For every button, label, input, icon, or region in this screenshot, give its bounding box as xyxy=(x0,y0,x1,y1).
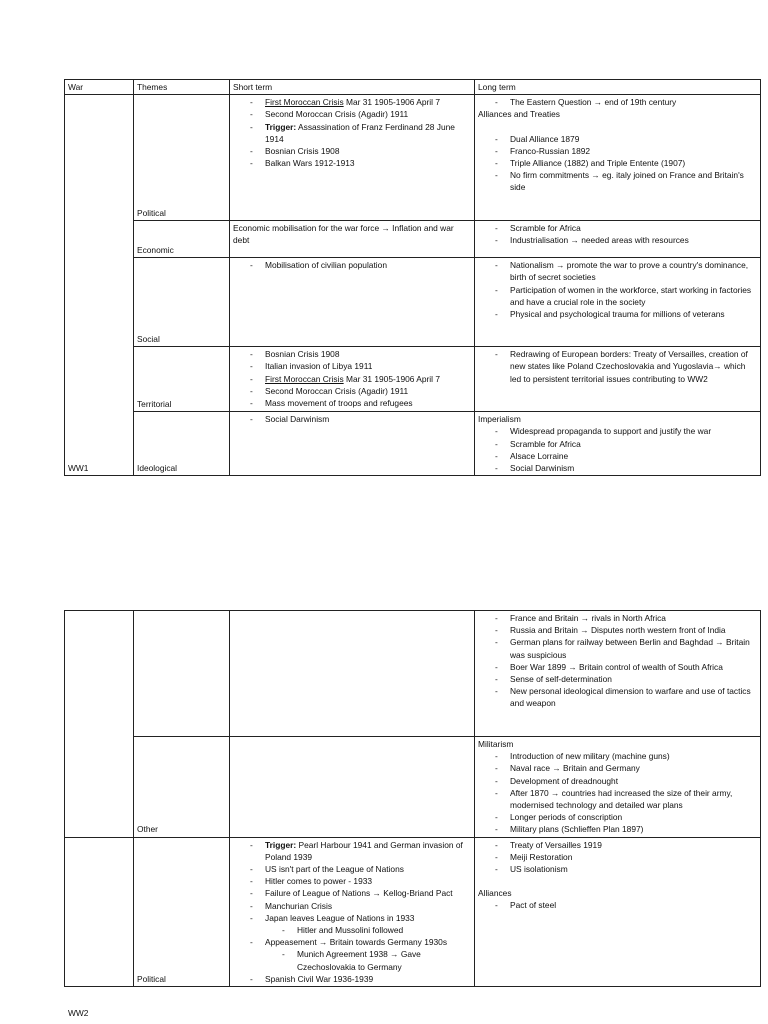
list-item xyxy=(233,96,472,108)
theme-political: Political xyxy=(134,95,230,221)
continuation-table xyxy=(64,610,761,987)
list-item: - Mobilisation of civilian population xyxy=(233,259,472,271)
list-item xyxy=(233,973,472,985)
item-text: Mar 31 1905-1906 April 7 xyxy=(343,97,441,108)
long-economic xyxy=(475,221,761,258)
short-other xyxy=(230,737,475,838)
list-item: - France and Britain → rivals in North Africa xyxy=(478,612,758,624)
list-item: - Boer War 1899 → Britain control of wealth of South Africa xyxy=(478,661,758,673)
item-text: Italian invasion of Libya 1911 xyxy=(265,361,373,372)
bullet-list xyxy=(478,612,758,710)
list-item xyxy=(233,948,472,972)
row-territorial xyxy=(65,347,761,412)
short-continued xyxy=(230,611,475,737)
item-text: Hitler and Mussolini followed xyxy=(297,925,404,936)
long-other xyxy=(475,737,761,838)
list-item: - Triple Alliance (1882) and Triple Entente (1907) xyxy=(478,157,758,169)
list-item: - Nationalism → promote the war to prove a country's dominance, birth of secret societies xyxy=(478,259,758,283)
list-item xyxy=(233,121,472,145)
theme-territorial: Territorial xyxy=(134,347,230,412)
list-item: - Franco-Russian 1892 xyxy=(478,145,758,157)
list-item: - Scramble for Africa xyxy=(478,438,758,450)
list-item: - New personal ideological dimension to warfare and use of tactics and weapon xyxy=(478,685,758,709)
item-text: Balkan Wars 1912-1913 xyxy=(265,158,355,169)
theme-continued xyxy=(134,611,230,737)
list-item: - US isolationism xyxy=(478,863,758,875)
short-economic: Economic mobilisation for the war force → Inflation and war debt xyxy=(230,221,475,258)
item-text: Second Moroccan Crisis (Agadir) 1911 xyxy=(265,109,409,120)
long-heading: Alliances xyxy=(478,888,512,899)
list-item xyxy=(233,360,472,372)
footer-war-label: WW2 xyxy=(68,1008,89,1018)
theme-economic: Economic xyxy=(134,221,230,258)
list-item: - No firm commitments → eg. italy joined on France and Britain's side xyxy=(478,169,758,193)
row-continued xyxy=(65,611,761,737)
trigger-label: Trigger: xyxy=(265,839,297,850)
item-text: Munich Agreement 1938 → Gave Czechoslovakia to Germany xyxy=(297,949,421,972)
short-social xyxy=(230,258,475,347)
short-ww2-political xyxy=(230,837,475,986)
long-political xyxy=(475,95,761,221)
short-ideological xyxy=(230,412,475,476)
bullet-list xyxy=(478,259,758,320)
item-text: Second Moroccan Crisis (Agadir) 1911 xyxy=(265,385,409,396)
item-text: Failure of League of Nations → Kellog-Briand Pact xyxy=(265,888,453,899)
header-long-term: Long term xyxy=(475,80,761,95)
bullet-list xyxy=(478,133,758,194)
bullet-list xyxy=(233,259,472,271)
list-item xyxy=(233,397,472,409)
list-item: - Introduction of new military (machine guns) xyxy=(478,750,758,762)
item-text: Assassination of Franz Ferdinand 28 June 1914 xyxy=(265,121,455,144)
item-text: Pearl Harbour 1941 and German invasion of Poland 1939 xyxy=(265,839,463,862)
header-short-term: Short term xyxy=(230,80,475,95)
list-item: - Redrawing of European borders: Treaty of Versailles, creation of new states like Poland Czechoslovakia and Yugoslavia→ which led to persistent territorial issues contributing to WW2 xyxy=(478,348,758,385)
bullet-list xyxy=(478,750,758,835)
list-item xyxy=(233,108,472,120)
item-text: Mar 31 1905-1906 April 7 xyxy=(343,373,441,384)
header-row xyxy=(65,80,761,95)
long-social xyxy=(475,258,761,347)
item-text: US isn't part of the League of Nations xyxy=(265,864,404,875)
long-heading: Alliances and Treaties xyxy=(478,109,560,120)
short-political xyxy=(230,95,475,221)
list-item xyxy=(233,373,472,385)
bullet-list xyxy=(233,413,472,425)
underlined-term: First Moroccan Crisis xyxy=(265,373,344,384)
bullet-list xyxy=(233,839,472,985)
list-item: - Meiji Restoration xyxy=(478,851,758,863)
list-item xyxy=(233,900,472,912)
trigger-label: Trigger: xyxy=(265,121,297,132)
list-item xyxy=(233,839,472,863)
list-item: - After 1870 → countries had increased the size of their army, modernised technology and detailed war plans xyxy=(478,787,758,811)
list-item: - Social Darwinism xyxy=(478,462,758,474)
item-text: Hitler comes to power - 1933 xyxy=(265,876,373,887)
war-cell-ww2 xyxy=(65,837,134,986)
war-cell-continued xyxy=(65,611,134,838)
list-item: - Social Darwinism xyxy=(233,413,472,425)
list-item: - The Eastern Question → end of 19th century xyxy=(478,96,758,108)
list-item: - Treaty of Versailles 1919 xyxy=(478,839,758,851)
list-item xyxy=(233,912,472,924)
bullet-list xyxy=(478,839,758,876)
list-item: - Pact of steel xyxy=(478,899,758,911)
list-item: - Longer periods of conscription xyxy=(478,811,758,823)
list-item xyxy=(233,157,472,169)
row-ww2-political xyxy=(65,837,761,986)
ww1-table xyxy=(64,79,761,476)
bullet-list xyxy=(233,96,472,169)
item-text: Bosnian Crisis 1908 xyxy=(265,349,340,360)
list-item: - Widespread propaganda to support and justify the war xyxy=(478,425,758,437)
row-other xyxy=(65,737,761,838)
bullet-list xyxy=(233,348,472,409)
long-continued xyxy=(475,611,761,737)
list-item: - Sense of self-determination xyxy=(478,673,758,685)
long-ww2-political xyxy=(475,837,761,986)
bullet-list xyxy=(478,96,758,108)
bullet-list xyxy=(478,425,758,474)
list-item: - Industrialisation → needed areas with resources xyxy=(478,234,758,246)
list-item: - Development of dreadnought xyxy=(478,775,758,787)
long-ideological xyxy=(475,412,761,476)
header-war: War xyxy=(65,80,134,95)
list-item: - Scramble for Africa xyxy=(478,222,758,234)
bullet-list xyxy=(478,222,758,246)
item-text: Spanish Civil War 1936-1939 xyxy=(265,973,374,984)
list-item: - Military plans (Schlieffen Plan 1897) xyxy=(478,823,758,835)
list-item: - Naval race → Britain and Germany xyxy=(478,762,758,774)
list-item xyxy=(233,936,472,948)
list-item xyxy=(233,875,472,887)
row-political xyxy=(65,95,761,221)
item-text: Mass movement of troops and refugees xyxy=(265,398,413,409)
list-item: - Participation of women in the workforce, start working in factories and have a crucial role in the society xyxy=(478,284,758,308)
list-item: - Russia and Britain → Disputes north western front of India xyxy=(478,624,758,636)
list-item xyxy=(233,863,472,875)
item-text: Bosnian Crisis 1908 xyxy=(265,146,340,157)
bullet-list xyxy=(478,348,758,385)
list-item xyxy=(233,145,472,157)
list-item: - Physical and psychological trauma for millions of veterans xyxy=(478,308,758,320)
item-text: Appeasement → Britain towards Germany 1930s xyxy=(265,937,448,948)
short-territorial xyxy=(230,347,475,412)
row-economic xyxy=(65,221,761,258)
list-item: - Dual Alliance 1879 xyxy=(478,133,758,145)
theme-ww2-political: Political xyxy=(134,837,230,986)
theme-ideological: Ideological xyxy=(134,412,230,476)
long-heading: Imperialism xyxy=(478,414,521,425)
list-item xyxy=(233,887,472,899)
item-text: Japan leaves League of Nations in 1933 xyxy=(265,912,415,923)
list-item: - German plans for railway between Berlin and Baghdad → Britain was suspicious xyxy=(478,636,758,660)
theme-other: Other xyxy=(134,737,230,838)
list-item xyxy=(233,924,472,936)
war-cell-ww1: WW1 xyxy=(65,95,134,476)
long-heading: Militarism xyxy=(478,739,514,749)
theme-social: Social xyxy=(134,258,230,347)
header-themes: Themes xyxy=(134,80,230,95)
long-territorial xyxy=(475,347,761,412)
row-ideological xyxy=(65,412,761,476)
bullet-list xyxy=(478,899,758,911)
list-item xyxy=(233,348,472,360)
item-text: Manchurian Crisis xyxy=(265,900,333,911)
list-item xyxy=(233,385,472,397)
underlined-term: First Moroccan Crisis xyxy=(265,97,344,108)
list-item: - Alsace Lorraine xyxy=(478,450,758,462)
row-social xyxy=(65,258,761,347)
